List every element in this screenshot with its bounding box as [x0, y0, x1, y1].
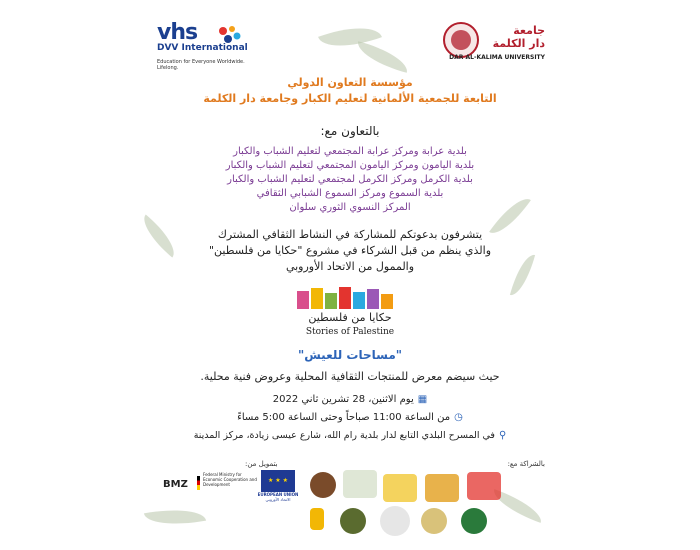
partner-line: بلدية الكرمل ومركز الكرمل لمجتمعي لتعليم الشباب والكبار [227, 174, 473, 185]
project-title-en: Stories of Palestine [305, 327, 395, 337]
houses-icon [295, 285, 405, 309]
eu-text-ar: الاتحاد الأوروبي [265, 497, 291, 502]
cooperation-heading: بالتعاون مع: [320, 124, 380, 138]
pin-icon: ⚲ [498, 430, 507, 441]
invitation-card [145, 8, 555, 542]
eu-flag-icon: ★ ★ ★ [261, 470, 295, 492]
event-location: في المسرح البلدي التابع لدار بلدية رام الله، شارع عيسى زيادة، مركز المدينة [193, 430, 495, 441]
olive-leaf-decoration [144, 503, 206, 531]
event-time: من الساعة 11:00 صباحاً وحتى الساعة 5:00 مساءً [237, 412, 451, 423]
stories-of-palestine-logo [295, 285, 405, 343]
event-date: يوم الاثنين، 28 تشرين ثاني 2022 [272, 394, 414, 405]
calendar-icon: ▦ [417, 394, 428, 405]
vhs-dots-icon [215, 24, 243, 46]
header-line-2: التابعة للجمعية الألمانية لتعليم الكبار وجامعة دار الكلمة [203, 92, 497, 105]
invite-line-2: والذي ينظم من قبل الشركاء في مشروع "حكايا من فلسطين" [208, 244, 492, 257]
invite-line-1: يتشرفون بدعوتكم للمشاركة في النشاط الثقافي المشترك [217, 228, 483, 241]
header-line-1: مؤسسة التعاون الدولي [287, 76, 413, 89]
vhs-wordmark: vhs [157, 20, 198, 45]
eu-logo [253, 470, 303, 502]
dvv-name: DVV International [157, 43, 248, 53]
invite-line-3: والممول من الاتحاد الأوروبي [285, 260, 415, 273]
dvv-tagline: Education for Everyone Worldwide. Lifelong. [157, 59, 245, 71]
event-title: "مساحات للعيش" [297, 348, 403, 362]
event-description: حيث سيضم معرض للمنتجات الثقافية المحلية وعروض فنية محلية. [200, 370, 500, 383]
partner-logo [343, 470, 377, 498]
partner-logo [461, 508, 487, 534]
olive-leaf-decoration [510, 251, 535, 298]
partner-line: بلدية اليامون ومركز اليامون المجتمعي لتعليم الشباب والكبار [225, 160, 475, 171]
bmz-logo [163, 472, 257, 491]
funding-label: بتمويل من: [245, 460, 278, 468]
partnership-label: بالشراكة مع: [507, 460, 545, 468]
university-logo [435, 20, 545, 70]
partner-logo [380, 506, 410, 536]
partner-logo [310, 508, 324, 530]
event-date-row [145, 394, 555, 405]
partner-line: بلدية عرابة ومركز عرابة المجتمعي لتعليم الشباب والكبار [233, 146, 467, 157]
university-seal-icon [443, 22, 479, 58]
bmz-text: BMZ [163, 479, 188, 490]
partner-logo [467, 472, 501, 500]
vhs-logo [157, 20, 277, 71]
partner-line: بلدية السموع ومركز السموع الشبابي الثقافي [256, 188, 444, 199]
university-name-en: DAR AL-KALIMA UNIVERSITY [449, 54, 545, 61]
olive-leaf-decoration [354, 41, 412, 73]
ministry-text: Federal Ministry for Economic Cooperation and Development [203, 472, 257, 487]
eu-text: EUROPEAN UNION [257, 492, 299, 497]
partner-logo [421, 508, 447, 534]
university-name-ar: جامعة دار الكلمة [492, 24, 545, 50]
project-title-ar: حكايا من فلسطين [308, 311, 392, 324]
partner-logo [425, 474, 459, 502]
clock-icon: ◷ [454, 412, 463, 423]
partner-logo [310, 472, 336, 498]
event-location-row [145, 430, 555, 441]
event-time-row [145, 412, 555, 423]
partner-line: المركز النسوي الثوري سلوان [289, 202, 411, 213]
partner-logo [340, 508, 366, 534]
partner-logo [383, 474, 417, 502]
german-flag-icon [197, 476, 200, 490]
